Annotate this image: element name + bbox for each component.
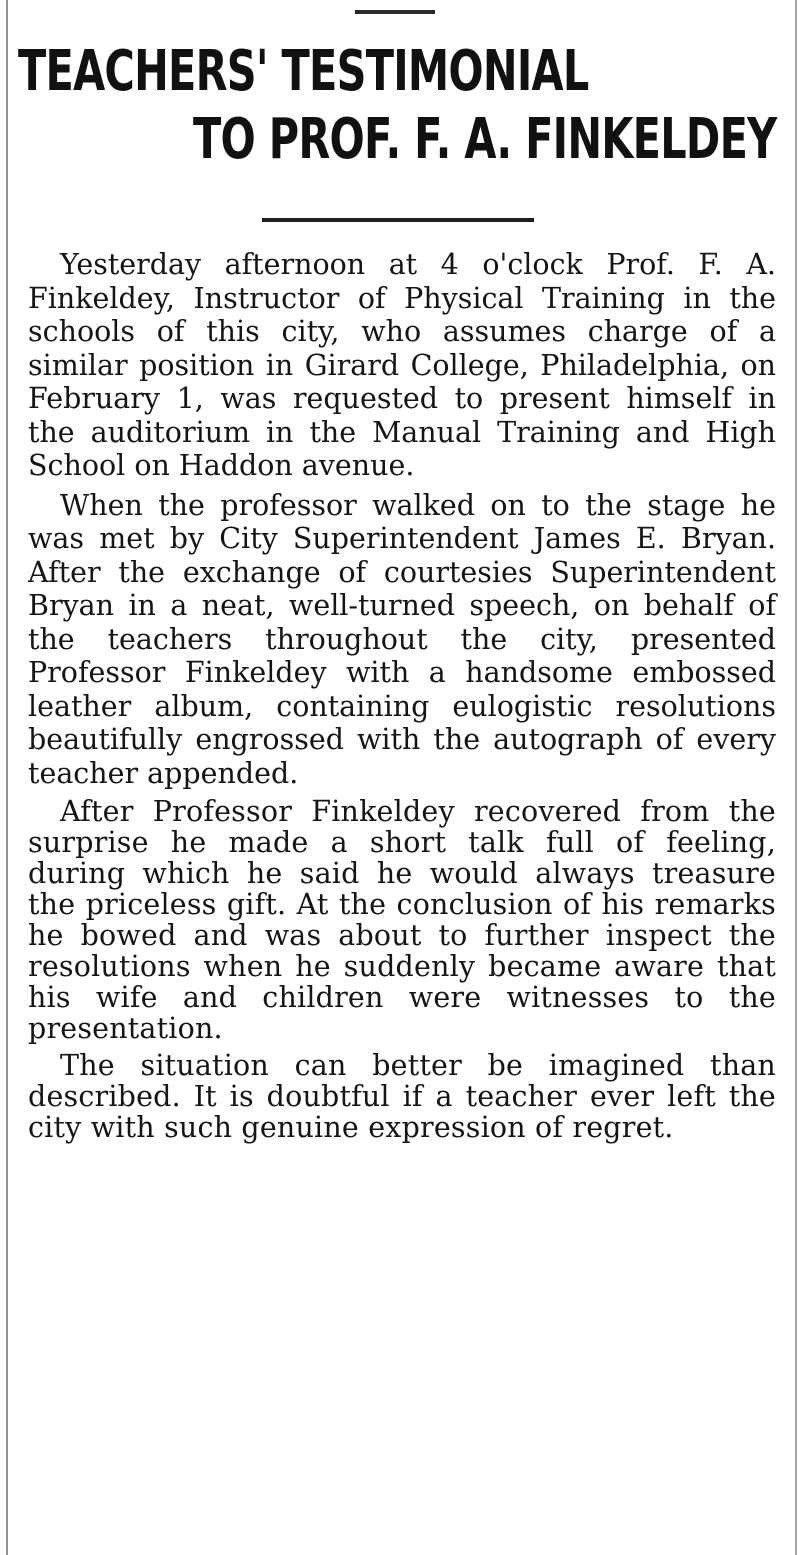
paragraph-1: Yesterday afternoon at 4 o'clock Prof. F. A. Finkeldey, Instructor of Physical Training in the schools of this city, who assumes charge of a similar position in Girard College, Philadelphia, on February 1, was requested to present himself in the auditorium in the Manual Training and High School on Haddon avenue. bbox=[28, 248, 776, 482]
headline bbox=[18, 40, 788, 172]
paragraph-3: After Professor Finkeldey recovered from the surprise he made a short talk full of feeling, during which he said he would always treasure the priceless gift. At the conclusion of his remarks he bowed and was about to further inspect the resolutions when he suddenly became aware that his wife and children were witnesses to the presentation. bbox=[28, 795, 776, 1045]
paragraph-4: The situation can better be imagined than described. It is doubtful if a teacher ever left the city with such genuine expression of regret. bbox=[28, 1049, 776, 1144]
top-divider bbox=[355, 10, 435, 14]
column-rule-right bbox=[795, 0, 797, 1555]
article-body bbox=[28, 248, 776, 1149]
headline-rule bbox=[262, 218, 534, 222]
headline-line-2: TO PROF. F. A. FINKELDEY bbox=[193, 107, 777, 172]
column-rule-left bbox=[6, 0, 8, 1555]
paragraph-2: When the professor walked on to the stage he was met by City Superintendent James E. Bryan. After the exchange of courtesies Superintendent Bryan in a neat, well-turned speech, on behalf of the teachers throughout the city, presented Professor Finkeldey with a handsome embossed leather album, containing eulogistic resolutions beautifully engrossed with the autograph of every teacher appended. bbox=[28, 488, 776, 790]
headline-line-1: TEACHERS' TESTIMONIAL bbox=[18, 39, 589, 104]
